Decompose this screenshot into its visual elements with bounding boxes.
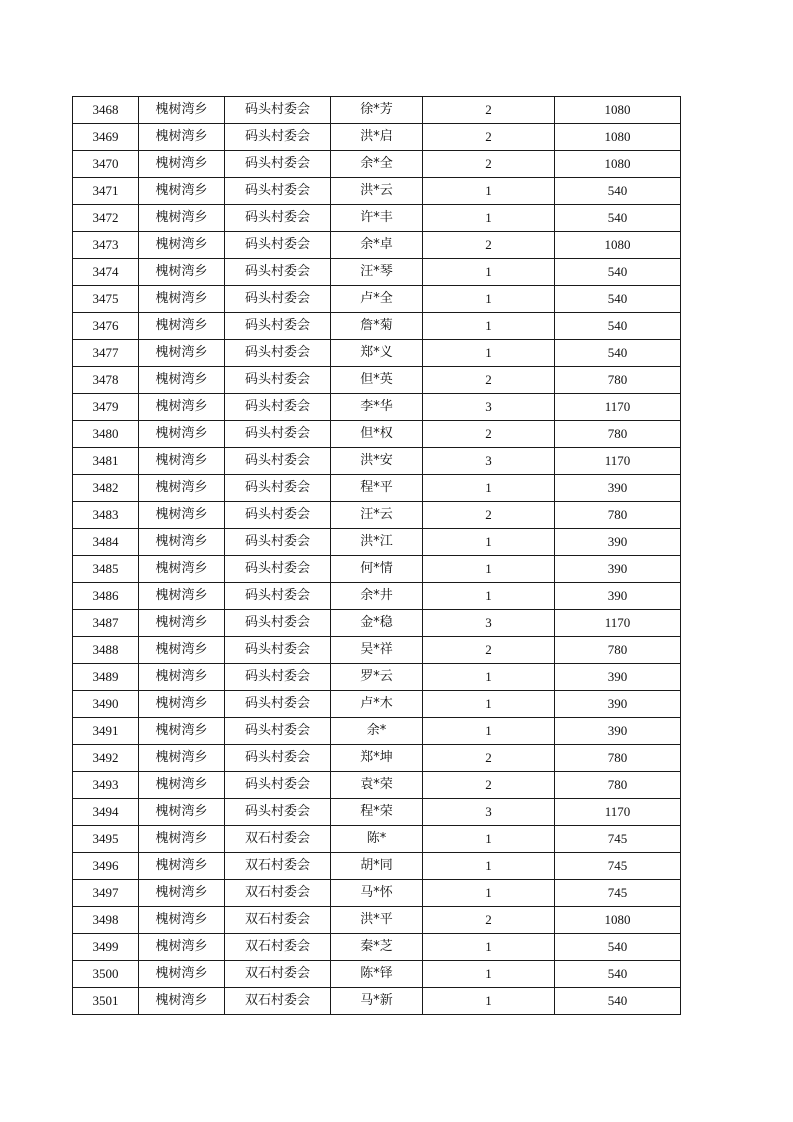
row-number-cell: 3470 (73, 151, 139, 178)
village-committee-cell: 双石村委会 (225, 961, 331, 988)
row-number-cell: 3498 (73, 907, 139, 934)
person-name-cell: 洪*云 (331, 178, 423, 205)
amount-cell: 745 (555, 853, 681, 880)
table-row (73, 448, 681, 475)
table-row (73, 502, 681, 529)
table-row (73, 610, 681, 637)
amount-cell: 390 (555, 691, 681, 718)
village-committee-cell: 码头村委会 (225, 151, 331, 178)
person-name-cell: 陈* (331, 826, 423, 853)
count-cell: 1 (423, 880, 555, 907)
count-cell: 2 (423, 367, 555, 394)
row-number-cell: 3484 (73, 529, 139, 556)
row-number-cell: 3500 (73, 961, 139, 988)
count-cell: 1 (423, 583, 555, 610)
table-row (73, 340, 681, 367)
row-number-cell: 3468 (73, 97, 139, 124)
person-name-cell: 余*卓 (331, 232, 423, 259)
township-cell: 槐树湾乡 (139, 745, 225, 772)
count-cell: 2 (423, 907, 555, 934)
amount-cell: 780 (555, 772, 681, 799)
person-name-cell: 郑*坤 (331, 745, 423, 772)
village-committee-cell: 码头村委会 (225, 205, 331, 232)
village-committee-cell: 码头村委会 (225, 313, 331, 340)
township-cell: 槐树湾乡 (139, 394, 225, 421)
count-cell: 1 (423, 988, 555, 1015)
village-committee-cell: 码头村委会 (225, 529, 331, 556)
village-committee-cell: 双石村委会 (225, 934, 331, 961)
amount-cell: 540 (555, 961, 681, 988)
count-cell: 2 (423, 232, 555, 259)
township-cell: 槐树湾乡 (139, 961, 225, 988)
table-row (73, 583, 681, 610)
table-row (73, 151, 681, 178)
row-number-cell: 3481 (73, 448, 139, 475)
person-name-cell: 胡*同 (331, 853, 423, 880)
township-cell: 槐树湾乡 (139, 475, 225, 502)
township-cell: 槐树湾乡 (139, 178, 225, 205)
amount-cell: 745 (555, 826, 681, 853)
amount-cell: 780 (555, 502, 681, 529)
township-cell: 槐树湾乡 (139, 286, 225, 313)
table-row (73, 232, 681, 259)
township-cell: 槐树湾乡 (139, 421, 225, 448)
village-committee-cell: 码头村委会 (225, 394, 331, 421)
person-name-cell: 李*华 (331, 394, 423, 421)
table-row (73, 988, 681, 1015)
amount-cell: 540 (555, 286, 681, 313)
table-row (73, 421, 681, 448)
row-number-cell: 3482 (73, 475, 139, 502)
village-committee-cell: 码头村委会 (225, 286, 331, 313)
township-cell: 槐树湾乡 (139, 556, 225, 583)
person-name-cell: 洪*平 (331, 907, 423, 934)
table-row (73, 529, 681, 556)
amount-cell: 390 (555, 664, 681, 691)
row-number-cell: 3473 (73, 232, 139, 259)
township-cell: 槐树湾乡 (139, 151, 225, 178)
row-number-cell: 3487 (73, 610, 139, 637)
township-cell: 槐树湾乡 (139, 502, 225, 529)
row-number-cell: 3474 (73, 259, 139, 286)
row-number-cell: 3475 (73, 286, 139, 313)
table-row (73, 799, 681, 826)
person-name-cell: 罗*云 (331, 664, 423, 691)
count-cell: 1 (423, 961, 555, 988)
count-cell: 3 (423, 610, 555, 637)
table-row (73, 178, 681, 205)
roster-table (72, 96, 681, 1015)
township-cell: 槐树湾乡 (139, 907, 225, 934)
village-committee-cell: 码头村委会 (225, 502, 331, 529)
amount-cell: 1170 (555, 799, 681, 826)
township-cell: 槐树湾乡 (139, 97, 225, 124)
row-number-cell: 3483 (73, 502, 139, 529)
count-cell: 2 (423, 745, 555, 772)
amount-cell: 1080 (555, 907, 681, 934)
amount-cell: 745 (555, 880, 681, 907)
person-name-cell: 但*英 (331, 367, 423, 394)
row-number-cell: 3480 (73, 421, 139, 448)
table-row (73, 394, 681, 421)
amount-cell: 780 (555, 745, 681, 772)
person-name-cell: 余* (331, 718, 423, 745)
table-row (73, 205, 681, 232)
village-committee-cell: 双石村委会 (225, 880, 331, 907)
amount-cell: 540 (555, 340, 681, 367)
row-number-cell: 3478 (73, 367, 139, 394)
township-cell: 槐树湾乡 (139, 853, 225, 880)
amount-cell: 1080 (555, 232, 681, 259)
amount-cell: 780 (555, 421, 681, 448)
table-row (73, 286, 681, 313)
township-cell: 槐树湾乡 (139, 205, 225, 232)
person-name-cell: 徐*芳 (331, 97, 423, 124)
row-number-cell: 3496 (73, 853, 139, 880)
person-name-cell: 秦*芝 (331, 934, 423, 961)
count-cell: 2 (423, 151, 555, 178)
person-name-cell: 吴*祥 (331, 637, 423, 664)
table-row (73, 907, 681, 934)
count-cell: 1 (423, 664, 555, 691)
village-committee-cell: 码头村委会 (225, 232, 331, 259)
count-cell: 2 (423, 502, 555, 529)
count-cell: 1 (423, 718, 555, 745)
village-committee-cell: 双石村委会 (225, 853, 331, 880)
table-row (73, 826, 681, 853)
person-name-cell: 马*新 (331, 988, 423, 1015)
township-cell: 槐树湾乡 (139, 880, 225, 907)
row-number-cell: 3490 (73, 691, 139, 718)
row-number-cell: 3501 (73, 988, 139, 1015)
township-cell: 槐树湾乡 (139, 988, 225, 1015)
row-number-cell: 3497 (73, 880, 139, 907)
amount-cell: 540 (555, 934, 681, 961)
township-cell: 槐树湾乡 (139, 367, 225, 394)
amount-cell: 1170 (555, 448, 681, 475)
amount-cell: 540 (555, 313, 681, 340)
count-cell: 1 (423, 853, 555, 880)
table-row (73, 880, 681, 907)
count-cell: 1 (423, 313, 555, 340)
person-name-cell: 郑*义 (331, 340, 423, 367)
table-row (73, 664, 681, 691)
row-number-cell: 3485 (73, 556, 139, 583)
table-row (73, 718, 681, 745)
township-cell: 槐树湾乡 (139, 826, 225, 853)
amount-cell: 390 (555, 556, 681, 583)
table-row (73, 961, 681, 988)
village-committee-cell: 码头村委会 (225, 340, 331, 367)
village-committee-cell: 码头村委会 (225, 664, 331, 691)
count-cell: 3 (423, 394, 555, 421)
count-cell: 2 (423, 772, 555, 799)
amount-cell: 540 (555, 178, 681, 205)
count-cell: 3 (423, 799, 555, 826)
amount-cell: 1170 (555, 394, 681, 421)
township-cell: 槐树湾乡 (139, 799, 225, 826)
table-row (73, 313, 681, 340)
person-name-cell: 袁*荣 (331, 772, 423, 799)
township-cell: 槐树湾乡 (139, 313, 225, 340)
township-cell: 槐树湾乡 (139, 610, 225, 637)
row-number-cell: 3476 (73, 313, 139, 340)
person-name-cell: 汪*琴 (331, 259, 423, 286)
village-committee-cell: 码头村委会 (225, 583, 331, 610)
count-cell: 1 (423, 286, 555, 313)
village-committee-cell: 码头村委会 (225, 772, 331, 799)
township-cell: 槐树湾乡 (139, 583, 225, 610)
amount-cell: 390 (555, 583, 681, 610)
township-cell: 槐树湾乡 (139, 259, 225, 286)
person-name-cell: 陈*铎 (331, 961, 423, 988)
amount-cell: 1170 (555, 610, 681, 637)
amount-cell: 390 (555, 475, 681, 502)
person-name-cell: 余*全 (331, 151, 423, 178)
village-committee-cell: 码头村委会 (225, 124, 331, 151)
amount-cell: 540 (555, 205, 681, 232)
row-number-cell: 3494 (73, 799, 139, 826)
township-cell: 槐树湾乡 (139, 124, 225, 151)
table-row (73, 745, 681, 772)
village-committee-cell: 码头村委会 (225, 259, 331, 286)
township-cell: 槐树湾乡 (139, 340, 225, 367)
amount-cell: 390 (555, 718, 681, 745)
village-committee-cell: 码头村委会 (225, 367, 331, 394)
table-row (73, 691, 681, 718)
count-cell: 2 (423, 637, 555, 664)
row-number-cell: 3469 (73, 124, 139, 151)
table-row (73, 772, 681, 799)
village-committee-cell: 码头村委会 (225, 691, 331, 718)
person-name-cell: 金*稳 (331, 610, 423, 637)
village-committee-cell: 码头村委会 (225, 97, 331, 124)
village-committee-cell: 码头村委会 (225, 178, 331, 205)
township-cell: 槐树湾乡 (139, 448, 225, 475)
row-number-cell: 3495 (73, 826, 139, 853)
amount-cell: 1080 (555, 151, 681, 178)
row-number-cell: 3486 (73, 583, 139, 610)
table-row (73, 934, 681, 961)
row-number-cell: 3491 (73, 718, 139, 745)
person-name-cell: 詹*菊 (331, 313, 423, 340)
township-cell: 槐树湾乡 (139, 772, 225, 799)
count-cell: 1 (423, 259, 555, 286)
person-name-cell: 马*怀 (331, 880, 423, 907)
count-cell: 1 (423, 529, 555, 556)
person-name-cell: 但*权 (331, 421, 423, 448)
person-name-cell: 卢*木 (331, 691, 423, 718)
person-name-cell: 程*荣 (331, 799, 423, 826)
amount-cell: 1080 (555, 124, 681, 151)
count-cell: 2 (423, 421, 555, 448)
village-committee-cell: 双石村委会 (225, 826, 331, 853)
count-cell: 2 (423, 97, 555, 124)
amount-cell: 1080 (555, 97, 681, 124)
count-cell: 1 (423, 691, 555, 718)
person-name-cell: 程*平 (331, 475, 423, 502)
table-row (73, 556, 681, 583)
amount-cell: 780 (555, 637, 681, 664)
count-cell: 1 (423, 556, 555, 583)
village-committee-cell: 码头村委会 (225, 421, 331, 448)
person-name-cell: 卢*全 (331, 286, 423, 313)
person-name-cell: 洪*启 (331, 124, 423, 151)
row-number-cell: 3479 (73, 394, 139, 421)
row-number-cell: 3499 (73, 934, 139, 961)
row-number-cell: 3488 (73, 637, 139, 664)
count-cell: 1 (423, 205, 555, 232)
table-row (73, 97, 681, 124)
township-cell: 槐树湾乡 (139, 691, 225, 718)
row-number-cell: 3492 (73, 745, 139, 772)
township-cell: 槐树湾乡 (139, 664, 225, 691)
village-committee-cell: 码头村委会 (225, 799, 331, 826)
table-row (73, 124, 681, 151)
count-cell: 2 (423, 124, 555, 151)
village-committee-cell: 码头村委会 (225, 718, 331, 745)
township-cell: 槐树湾乡 (139, 529, 225, 556)
village-committee-cell: 码头村委会 (225, 745, 331, 772)
village-committee-cell: 码头村委会 (225, 556, 331, 583)
table-row (73, 259, 681, 286)
count-cell: 1 (423, 826, 555, 853)
table-row (73, 637, 681, 664)
count-cell: 1 (423, 934, 555, 961)
row-number-cell: 3472 (73, 205, 139, 232)
table-row (73, 367, 681, 394)
township-cell: 槐树湾乡 (139, 232, 225, 259)
row-number-cell: 3493 (73, 772, 139, 799)
amount-cell: 780 (555, 367, 681, 394)
person-name-cell: 汪*云 (331, 502, 423, 529)
row-number-cell: 3489 (73, 664, 139, 691)
village-committee-cell: 码头村委会 (225, 637, 331, 664)
person-name-cell: 余*井 (331, 583, 423, 610)
count-cell: 3 (423, 448, 555, 475)
amount-cell: 390 (555, 529, 681, 556)
amount-cell: 540 (555, 988, 681, 1015)
row-number-cell: 3477 (73, 340, 139, 367)
village-committee-cell: 双石村委会 (225, 907, 331, 934)
person-name-cell: 洪*江 (331, 529, 423, 556)
count-cell: 1 (423, 475, 555, 502)
village-committee-cell: 码头村委会 (225, 475, 331, 502)
roster-table-body (73, 97, 681, 1015)
village-committee-cell: 码头村委会 (225, 610, 331, 637)
village-committee-cell: 码头村委会 (225, 448, 331, 475)
person-name-cell: 洪*安 (331, 448, 423, 475)
amount-cell: 540 (555, 259, 681, 286)
row-number-cell: 3471 (73, 178, 139, 205)
count-cell: 1 (423, 178, 555, 205)
village-committee-cell: 双石村委会 (225, 988, 331, 1015)
table-row (73, 853, 681, 880)
township-cell: 槐树湾乡 (139, 718, 225, 745)
township-cell: 槐树湾乡 (139, 934, 225, 961)
count-cell: 1 (423, 340, 555, 367)
township-cell: 槐树湾乡 (139, 637, 225, 664)
table-row (73, 475, 681, 502)
person-name-cell: 何*情 (331, 556, 423, 583)
person-name-cell: 许*丰 (331, 205, 423, 232)
